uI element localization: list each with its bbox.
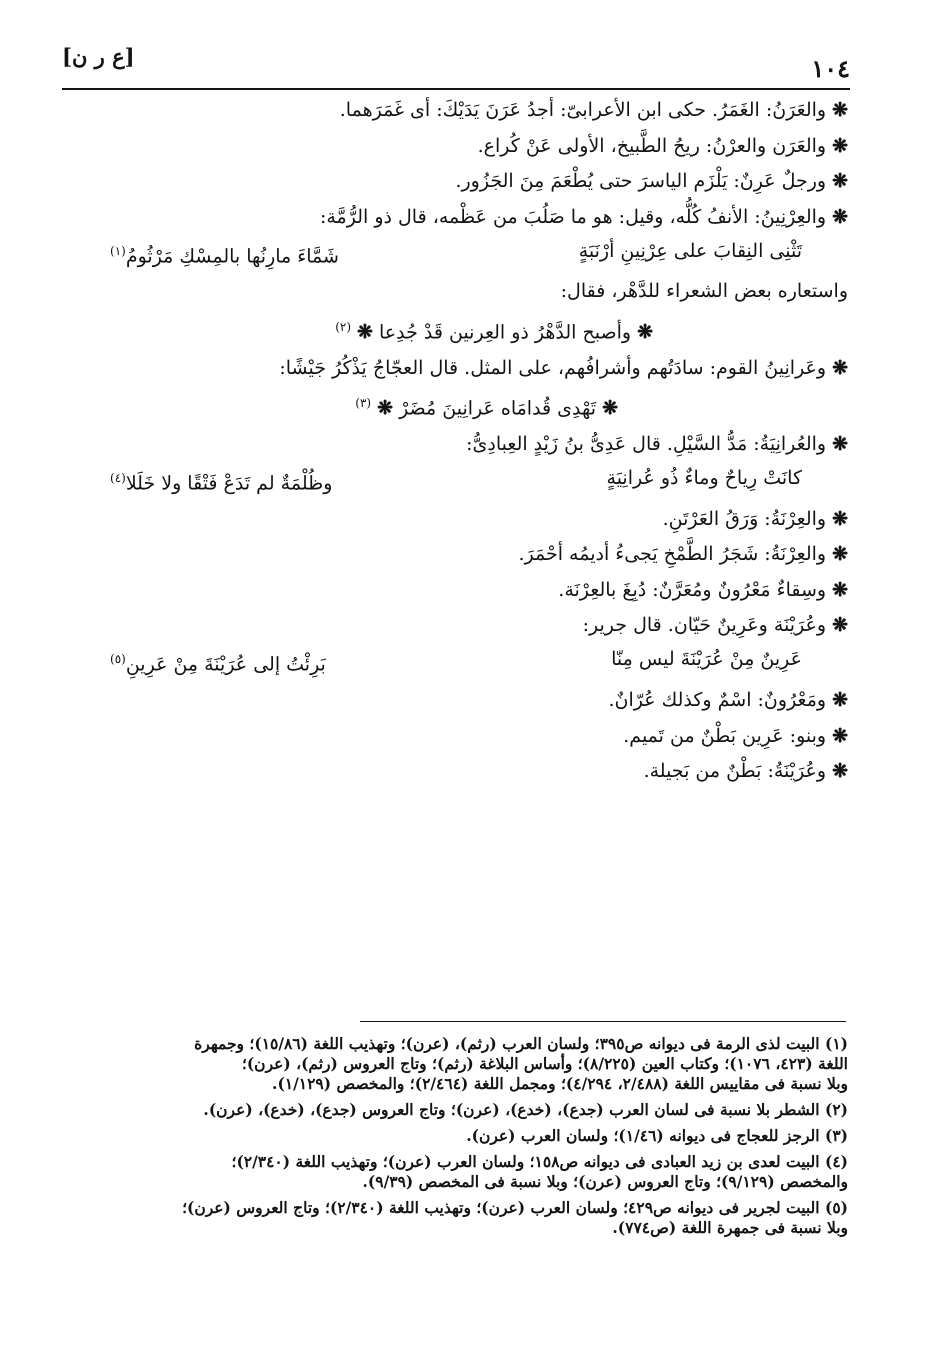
verse-hemistich-left: وظُلْمَةٌ لم تَدَعْ فَتْقًا ولا خَلَلا$^{(٤)}$ bbox=[110, 470, 333, 495]
bullet-icon: ❋ bbox=[832, 689, 848, 712]
bullet-icon: ❋ bbox=[832, 356, 848, 379]
footnote-2: (٢) الشطر بلا نسبة فى لسان العرب (جدع)، (خدع)، (عرن)؛ وتاج العروس (جدع)، (خدع)، (عرن). bbox=[203, 1100, 848, 1119]
bullet-icon: ❋ bbox=[832, 614, 848, 637]
rajaz-line: ❋تَهْدِى قُدامَاه عَرانِينَ مُضَرْ ❋$^{(٣)}$ bbox=[355, 396, 618, 420]
verse-line bbox=[90, 239, 848, 268]
entry-line: ❋والعِرْنِينُ: الأنفُ كُلُّه، وقيل: هو ما صَلُبَ من عَظْمه، قال ذو الرُّمَّة: bbox=[319, 205, 848, 228]
verse-hemistich-right: كانَتْ رِياحٌ وماءٌ ذُو عُرانِيَةٍ bbox=[606, 466, 802, 489]
verse-line bbox=[90, 647, 848, 676]
bullet-icon: ❋ bbox=[832, 543, 848, 566]
header-rule bbox=[62, 88, 850, 90]
footnotes bbox=[62, 1034, 848, 1244]
footnote-rule bbox=[360, 1021, 846, 1022]
footnote-ref: (٥) bbox=[110, 652, 126, 667]
bullet-icon: ❋ bbox=[637, 321, 653, 344]
page-number: ١٠٤ bbox=[811, 54, 850, 83]
bullet-icon: ❋ bbox=[602, 397, 618, 420]
entry-line: ❋وعُرَيْنَةُ: بَطْنٌ من بَجيلة. bbox=[643, 760, 848, 783]
entry-line: واستعاره بعض الشعراء للدَّهْر، فقال: bbox=[560, 280, 848, 303]
footnote-5: (٥) البيت لجرير فى ديوانه ص٤٢٩؛ ولسان العرب (عرن)؛ وتهذيب اللغة (٢/٣٤٠)؛ وتاج العروس (عرن)؛ وبلا نسبة فى جمهرة اللغة (ص٧٧٤). bbox=[182, 1198, 848, 1237]
verse-hemistich-left: شَمَّاءَ مارِنُها بالمِسْكِ مَرْثُومُ$^{(١)}$ bbox=[110, 243, 339, 267]
root-label: [ع ر ن] bbox=[62, 44, 135, 69]
entry-line: ❋وبنو: عَرِين بَطْنٌ من تَميم. bbox=[623, 724, 848, 747]
verse-line bbox=[90, 466, 848, 495]
bullet-icon: ❋ bbox=[832, 432, 848, 455]
footnote-1: (١) البيت لذى الرمة فى ديوانه ص٣٩٥؛ ولسان العرب (رثم)، (عرن)؛ وتهذيب اللغة (١٥/٨٦)؛ وجمهرة اللغة (٤٢٣، ١٠٧٦)؛ وكتاب العين (٨/٢٢٥)؛ وأساس البلاغة (رثم)؛ وتاج العروس (رثم)، (عرن)؛ وبلا نسبة فى مقاييس اللغة (٢/٤٨٨، ٤/٢٩٤)؛ ومجمل اللغة (٢/٤٦٤)؛ والمخصص (١/١٢٩). bbox=[194, 1034, 848, 1093]
bullet-icon: ❋ bbox=[832, 134, 848, 157]
footnote-ref: (٣) bbox=[355, 396, 372, 411]
bullet-icon: ❋ bbox=[832, 578, 848, 601]
entry-line: ❋والعَرَنُ: الغَمَرُ. حكى ابن الأعرابىّ: أجدُ عَرَنَ يَدَيْكَ: أى غَمَرَهما. bbox=[339, 99, 848, 121]
footnote-ref: (٤) bbox=[110, 470, 126, 485]
page-header bbox=[62, 40, 850, 90]
footnote-ref: (٢) bbox=[335, 319, 352, 334]
bullet-icon: ❋ bbox=[832, 724, 848, 747]
bullet-icon: ❋ bbox=[832, 760, 848, 783]
footnote-ref: (١) bbox=[110, 243, 126, 258]
bullet-icon: ❋ bbox=[832, 99, 848, 121]
entry-line: ❋والعِرْنَةُ: وَرَقُ العَرْتَنِ. bbox=[662, 507, 848, 530]
entry-line: ❋وسِقاءٌ مَعْرُونٌ ومُعَرَّنٌ: دُبِغَ بالعِرْنَة. bbox=[558, 578, 848, 601]
bullet-icon: ❋ bbox=[377, 397, 394, 420]
verse-hemistich-right: عَرِينٌ مِنْ عُرَيْنَةَ ليس مِنّا bbox=[611, 648, 802, 671]
entry-line: ❋وعُرَيْنَة وعَرِينٌ حَيّان. قال جرير: bbox=[582, 614, 848, 637]
entry-line: ❋وعَرانِينُ القوم: سادَتُهم وأشرافُهم، على المثل. قال العجّاجُ يَذْكُرُ جَيْشًا: bbox=[279, 356, 848, 379]
verse-hemistich-right: تَثْنِى النِقابَ على عِرْنِينِ أرْنَبَةٍ bbox=[578, 239, 802, 262]
entry-line: ❋والعِرْنَةُ: شَجَرُ الطَّمْخِ يَجىءُ أديمُه أحْمَرَ. bbox=[518, 543, 848, 566]
entry-line: ❋ومَعْرُونٌ: اسْمٌ وكذلك عُرّانٌ. bbox=[608, 689, 848, 712]
entry-line: ❋ورجلٌ عَرِنٌ: يَلْزَم الياسرَ حتى يُطْعَمَ مِنَ الجَزُور. bbox=[455, 170, 848, 192]
bullet-icon: ❋ bbox=[357, 321, 373, 344]
footnote-3: (٣) الرجز للعجاج فى ديوانه (١/٤٦)؛ ولسان العرب (عرن). bbox=[466, 1126, 848, 1145]
entry-line: ❋والعُرانِيَةُ: مَدُّ السَّيْلِ. قال عَدِىُّ بنُ زَيْدٍ العِبادِىُّ: bbox=[466, 432, 848, 455]
bullet-icon: ❋ bbox=[832, 170, 848, 192]
entry-line: ❋والعَرَن والعرْنُ: ريحُ الطَّبيخ، الأولى عَنْ كُراع. bbox=[477, 134, 848, 157]
footnote-4: (٤) البيت لعدى بن زيد العبادى فى ديوانه ص١٥٨؛ ولسان العرب (عرن)؛ وتهذيب اللغة (٢/٣٤٠)؛ والمخصص (٩/١٢٩)؛ وتاج العروس (عرن)؛ وبلا نسبة فى المخصص (٩/٣٩). bbox=[231, 1152, 848, 1191]
bullet-icon: ❋ bbox=[832, 205, 848, 228]
rajaz-line: ❋وأصبح الدَّهْرُ ذو العِرنين قَدْ جُدِعا ❋$^{(٢)}$ bbox=[335, 319, 653, 344]
verse-hemistich-left: بَرِئْتُ إلى عُرَيْنَةَ مِنْ عَرِينِ$^{(٥)}$ bbox=[110, 652, 326, 676]
bullet-icon: ❋ bbox=[832, 507, 848, 530]
dictionary-entries bbox=[90, 98, 848, 795]
